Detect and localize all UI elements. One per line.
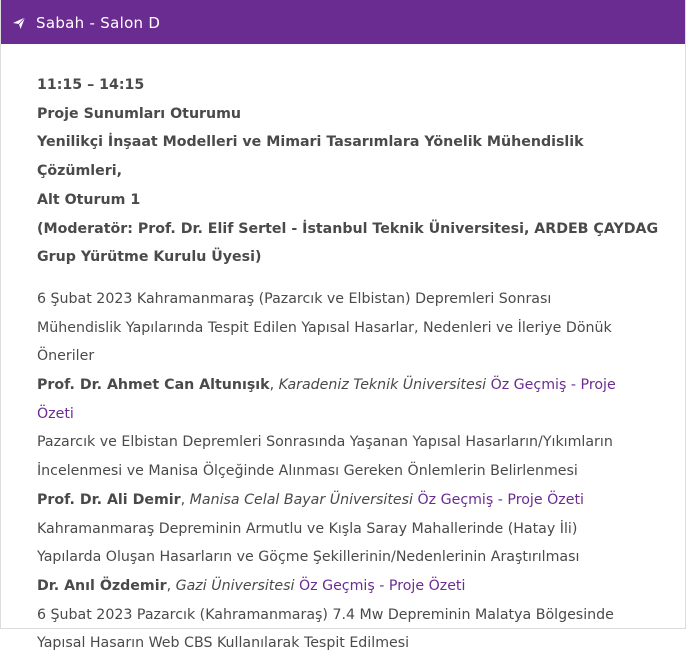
- speaker-name: Prof. Dr. Ali Demir: [37, 491, 181, 508]
- session-name: Proje Sunumları Oturumu: [37, 105, 242, 122]
- talk-title-line: Pazarcık ve Elbistan Depremleri Sonrasında Yaşanan Yapısal Hasarların/Yıkımların: [37, 434, 613, 451]
- speaker-institution: Gazi Üniversitesi: [175, 577, 295, 594]
- talk-title-line: 6 Şubat 2023 Pazarcık (Kahramanmaraş) 7.4 Mw Depreminin Malatya Bölgesinde: [37, 606, 614, 623]
- summary-link[interactable]: Proje Özeti: [507, 491, 584, 508]
- talk-title-line: Kahramanmaraş Depreminin Armutlu ve Kışla Saray Mahallerinde (Hatay İli): [37, 520, 578, 537]
- separator: ,: [166, 577, 176, 594]
- header-title: Sabah - Salon D: [36, 13, 161, 32]
- speaker-institution: Manisa Celal Bayar Üniversitesi: [189, 491, 413, 508]
- talk-title-line: Yapısal Hasarın Web CBS Kullanılarak Tespit Edilmesi: [37, 635, 410, 652]
- summary-link[interactable]: Proje Özeti: [388, 577, 466, 594]
- talk-speaker-line: [37, 572, 665, 601]
- session-subtitle-line-2: Alt Oturum 1: [37, 191, 141, 208]
- cv-link[interactable]: Öz Geçmiş: [298, 577, 375, 594]
- speaker-name: Dr. Anıl Özdemir: [37, 577, 167, 594]
- session-moderator-line-2: Grup Yürütme Kurulu Üyesi): [37, 249, 262, 266]
- talk-speaker-line: [37, 486, 665, 515]
- session-subtitle-line-1: Yenilikçi İnşaat Modelleri ve Mimari Tasarımlara Yönelik Mühendislik Çözümleri,: [37, 134, 584, 180]
- session-time: 11:15 – 14:15: [37, 77, 145, 93]
- accordion-header[interactable]: [1, 0, 685, 44]
- talk-title-line: Yapılarda Oluşan Hasarların ve Göçme Şekillerinin/Nedenlerinin Araştırılması: [37, 549, 580, 566]
- talk-list: [37, 285, 665, 658]
- cv-link[interactable]: Öz Geçmiş: [417, 491, 494, 508]
- separator: ,: [269, 377, 279, 394]
- talk-title-line: Öneriler: [37, 348, 95, 365]
- talk-speaker-line: [37, 371, 665, 400]
- separator: ,: [180, 491, 190, 508]
- cv-link[interactable]: Öz Geçmiş: [490, 377, 567, 394]
- plane-icon: [12, 16, 26, 30]
- talk-title-line: Mühendislik Yapılarında Tespit Edilen Yapısal Hasarlar, Nedenleri ve İleriye Dönük: [37, 319, 612, 336]
- session-moderator-line-1: (Moderatör: Prof. Dr. Elif Sertel - İstanbul Teknik Üniversitesi, ARDEB ÇAYDAG: [37, 220, 659, 237]
- accordion-body: [1, 44, 685, 658]
- session-info: [37, 71, 665, 272]
- speaker-name: Prof. Dr. Ahmet Can Altunışık: [37, 377, 270, 394]
- link-separator: -: [566, 377, 581, 394]
- link-separator: -: [493, 491, 508, 508]
- link-separator: -: [374, 577, 389, 594]
- talk-title-line: 6 Şubat 2023 Kahramanmaraş (Pazarcık ve Elbistan) Depremleri Sonrası: [37, 290, 552, 307]
- summary-link[interactable]: Özeti: [37, 405, 74, 422]
- talk-title-line: İncelenmesi ve Manisa Ölçeğinde Alınması Gereken Önlemlerin Belirlenmesi: [37, 463, 578, 480]
- summary-link[interactable]: Proje: [580, 377, 616, 394]
- talk-speaker-line-wrap: [37, 400, 665, 429]
- speaker-institution: Karadeniz Teknik Üniversitesi: [278, 377, 487, 394]
